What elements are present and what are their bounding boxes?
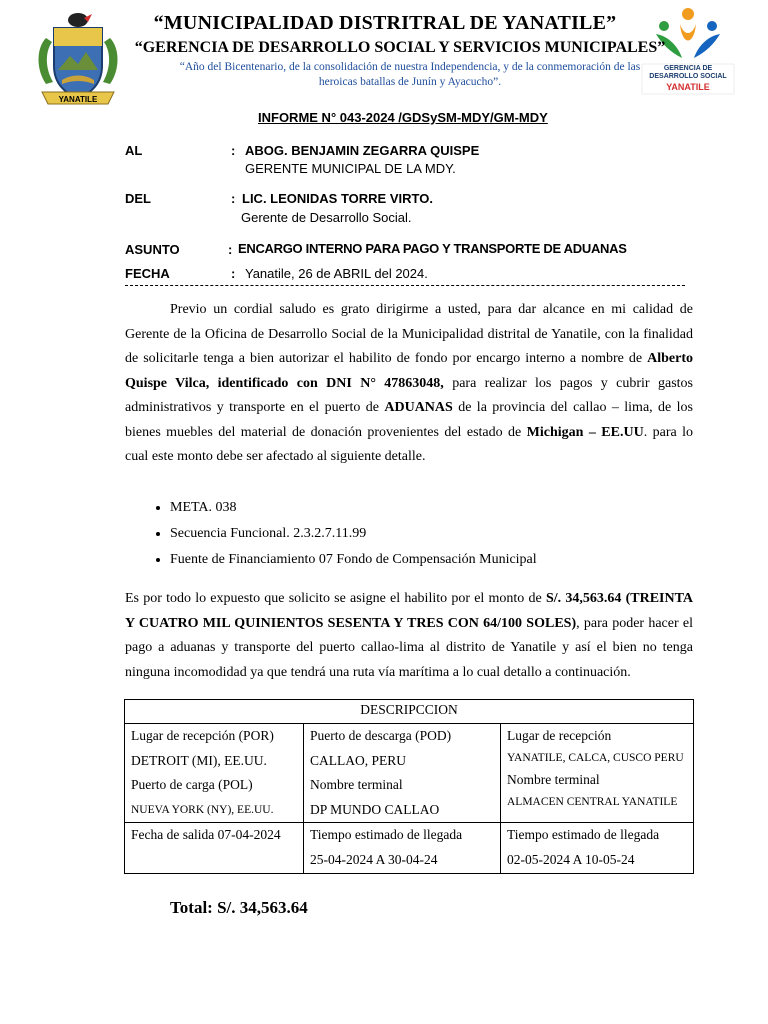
to-colon: : [231,143,236,158]
destination-label: Lugar de recepción [507,728,612,743]
terminal-value: DP MUNDO CALLAO [310,801,440,817]
p1-text-g: . para lo cual este monto debe ser afectado al siguiente detalle. [125,424,693,464]
date-colon: : [231,266,236,281]
year-motto [140,60,680,90]
customs-word: ADUANAS [384,400,453,415]
beneficiary-name: Alberto Quispe Vilca, identificado con DNI N° 47863048, [125,351,693,391]
origin-label: Lugar de recepción (POR) [131,728,274,743]
year-motto-line-2: heroicas batallas de Junín y Ayacucho”. [318,76,502,88]
right-logo-text-1: GERENCIA DE [663,65,713,72]
eta-yanatile-cell [501,823,694,874]
eta-callao-label: Tiempo estimado de llegada [310,827,463,842]
date-label: FECHA [125,266,170,281]
report-number: INFORME N° 043-2024 /GDSySM-MDY/GM-MDY [258,110,548,125]
table-header-cell: DESCRIPCCION [125,700,694,724]
to-label: AL [125,143,143,158]
destination-cell [501,724,694,823]
total-amount: Total: S/. 34,563.64 [170,898,308,917]
eta-callao-value: 25-04-2024 A 30-04-24 [310,851,438,867]
municipality-title: “MUNICIPALIDAD DISTRITRAL DE YANATILE” [153,12,617,34]
year-motto-line-1: “Año del Bicentenario, de la consolidación de nuestra Independencia, y de la conmemoración de las [179,61,641,73]
right-logo-name: YANATILE [666,82,710,92]
shield-banner-text: YANATILE [58,95,98,104]
p2-text-c: , para poder hacer el pago a aduanas y transporte del puerto callao-lima al distrito de Yanatile y así el bien no tenga ninguna incomodidad ya que tendrá una ruta vía marítima a lo cual detallo a continuación. [125,615,694,680]
departure-cell [125,823,304,874]
list-item: • Fuente de Financiamiento 07 Fondo de Compensación Municipal [170,547,537,573]
loading-port-label: Puerto de carga (POL) [131,777,253,792]
department-subtitle: “GERENCIA DE DESARROLLO SOCIAL Y SERVICIOS MUNICIPALES” [134,39,666,56]
subject-label: ASUNTO [125,242,180,257]
budget-bullet-list [125,495,537,573]
dashed-separator [125,285,685,286]
from-label: DEL [125,191,151,206]
from-title: Gerente de Desarrollo Social. [241,210,412,225]
table-row [125,724,694,823]
departure-date: Fecha de salida 07-04-2024 [131,827,281,842]
to-name: ABOG. BENJAMIN ZEGARRA QUISPE [245,143,480,158]
terminal-label: Nombre terminal [310,777,403,792]
discharge-cell [304,724,501,823]
destination-terminal-value: ALMACEN CENTRAL YANATILE [507,796,678,808]
p2-text-a: Es por todo lo expuesto que solicito se asigne el habilito por el monto de [125,591,546,606]
discharge-port-value: CALLAO, PERU [310,752,407,768]
eta-yanatile-label: Tiempo estimado de llegada [507,827,660,842]
p1-text-a: Previo un cordial saludo es grato dirigirme a usted, para dar alcance en mi calidad de Gerente de la Oficina de Desarrollo Social de la Municipalidad distrital de Yanatile, con la finalidad de solicitarle tenga a bien autorizar el habilito de fondo por encargo interno a nombre de [125,302,693,366]
destination-value: YANATILE, CALCA, CUSCO PERU [507,751,684,764]
from-name: LIC. LEONIDAS TORRE VIRTO. [242,191,433,206]
destination-terminal-label: Nombre terminal [507,771,600,787]
list-item: • META. 038 [170,495,537,521]
table-row [125,823,694,874]
from-colon: : [231,191,236,206]
shipment-description-table [124,699,694,874]
body-paragraph-1 [125,298,693,470]
right-logo-text-2: DESARROLLO SOCIAL [649,73,727,80]
eta-yanatile-value: 02-05-2024 A 10-05-24 [507,851,635,867]
origin-value: DETROIT (MI), EE.UU. [131,752,267,768]
table-header-row [125,700,694,724]
municipal-shield-logo [28,8,128,110]
origin-cell [125,724,304,823]
loading-port-value: NUEVA YORK (NY), EE.UU. [131,803,274,816]
date-value: Yanatile, 26 de ABRIL del 2024. [245,266,428,281]
body-paragraph-2 [125,587,693,685]
p1-text-c: para realizar los pagos y cubrir gastos administrativos y transporte en el puerto de [125,375,693,415]
subject-text: ENCARGO INTERNO PARA PAGO Y TRANSPORTE DE ADUANAS [238,241,627,256]
eta-callao-cell [304,823,501,874]
list-item: • Secuencia Funcional. 2.3.2.7.11.99 [170,521,537,547]
p1-text-e: de la provincia del callao – lima, de los bienes muebles del material de donación provenientes del estado de [125,400,693,440]
discharge-port-label: Puerto de descarga (POD) [310,728,452,743]
subject-colon: : [228,242,233,257]
to-title: GERENTE MUNICIPAL DE LA MDY. [245,161,456,176]
origin-state: Michigan – EE.UU [526,424,644,440]
requested-amount: S/. 34,563.64 (TREINTA Y CUATRO MIL QUINIENTOS SESENTA Y TRES CON 64/100 SOLES) [125,591,693,631]
